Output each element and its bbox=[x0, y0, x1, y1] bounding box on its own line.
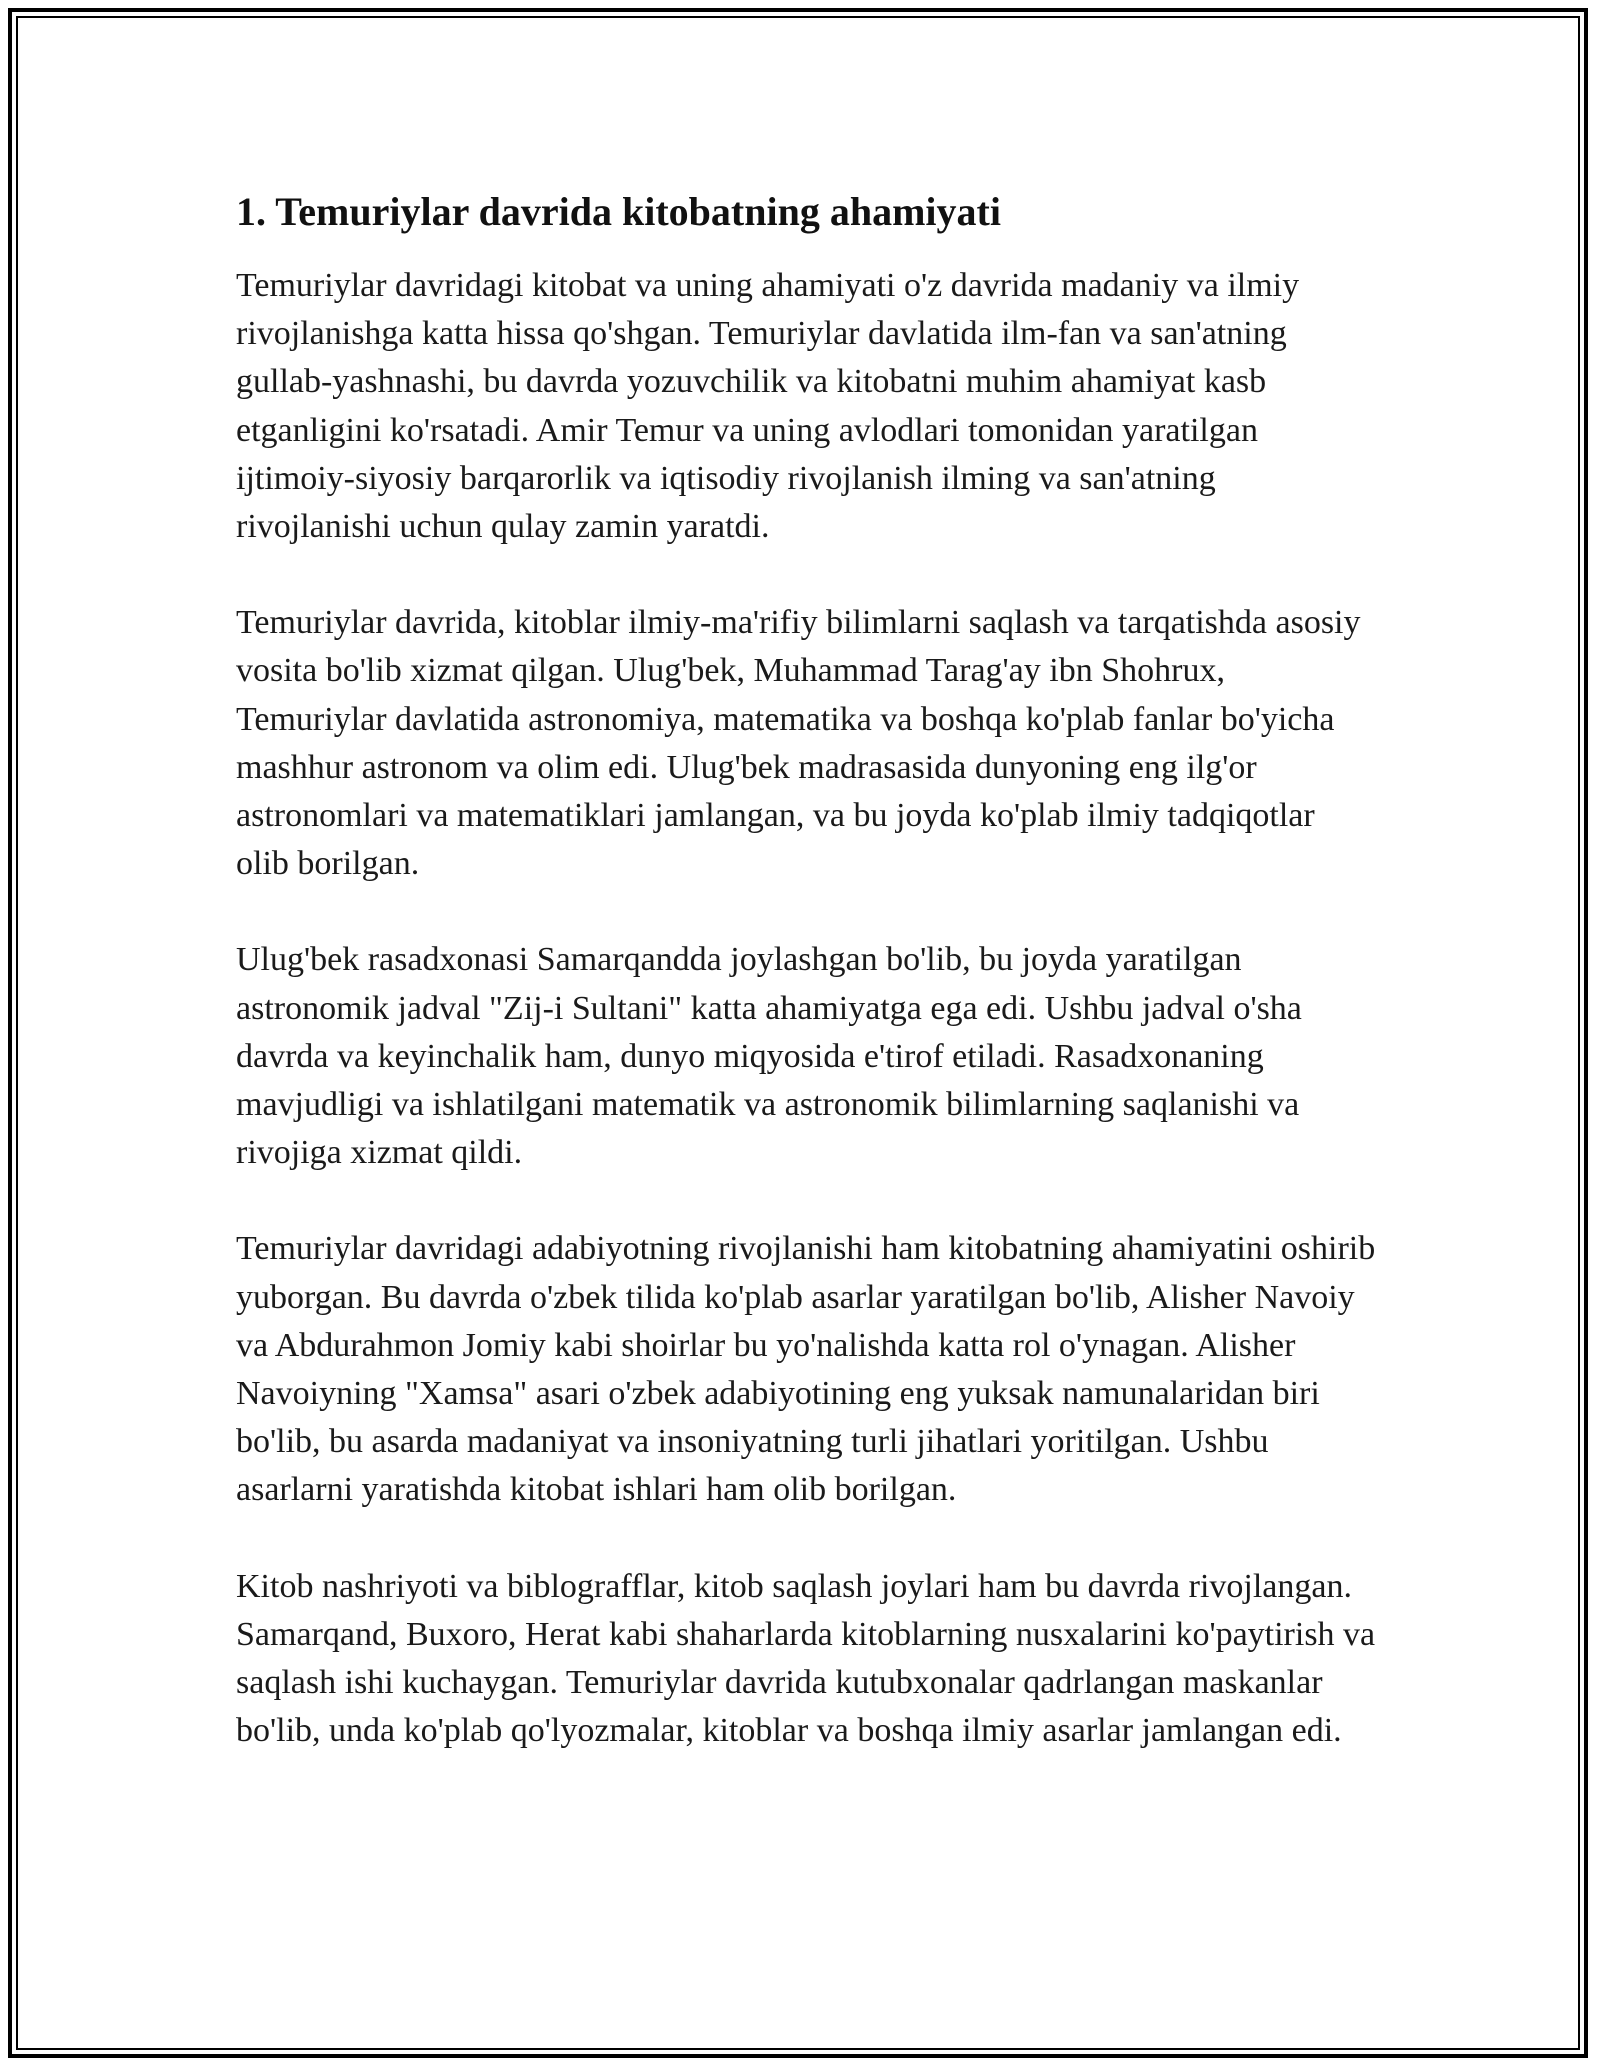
paragraph-4: Temuriylar davridagi adabiyotning rivojlanishi ham kitobatning ahamiyatini oshirib yuborgan. Bu davrda o'zbek tilida ko'plab asarlar yaratilgan bo'lib, Alisher Navoiy va Abdurahmon Jomiy kabi shoirlar bu yo'nalishda katta rol o'ynagan. Alisher Navoiyning "Xamsa" asari o'zbek adabiyotining eng yuksak namunalaridan biri bo'lib, bu asarda madaniyat va insoniyatning turli jihatlari yoritilgan. Ushbu asarlarni yaratishda kitobat ishlari ham olib borilgan. bbox=[236, 1230, 1376, 1509]
paragraph-2: Temuriylar davrida, kitoblar ilmiy-ma'rifiy bilimlarni saqlash va tarqatishda asosiy vosita bo'lib xizmat qilgan. Ulug'bek, Muhammad Tarag'ay ibn Shohrux, Temuriylar davlatida astronomiya, matematika va boshqa ko'plab fanlar bo'yicha mashhur astronom va olim edi. Ulug'bek madrasasida dunyoning eng ilg'or astronomlari va matematiklari jamlangan, va bu joyda ko'plab ilmiy tadqiqotlar olib borilgan. bbox=[236, 604, 1361, 883]
document-body bbox=[236, 188, 1376, 1755]
paragraph-5: Kitob nashriyoti va biblografflar, kitob saqlash joylari ham bu davrda rivojlangan. Samarqand, Buxoro, Herat kabi shaharlarda kitoblarning nusxalarini ko'paytirish va saqlash ishi kuchaygan. Temuriylar davrida kutubxonalar qadrlangan maskanlar bo'lib, unda ko'plab qo'lyozmalar, kitoblar va boshqa ilmiy asarlar jamlangan edi. bbox=[236, 1567, 1376, 1750]
paragraph-3: Ulug'bek rasadxonasi Samarqandda joylashgan bo'lib, bu joyda yaratilgan astronomik jadval "Zij-i Sultani" katta ahamiyatga ega edi. Ushbu jadval o'sha davrda va keyinchalik ham, dunyo miqyosida e'tirof etiladi. Rasadxonaning mavjudligi va ishlatilgani matematik va astronomik bilimlarning saqlanishi va rivojiga xizmat qildi. bbox=[236, 941, 1302, 1172]
page-title: 1. Temuriylar davrida kitobatning ahamiyati bbox=[236, 189, 1001, 234]
paragraph-1: Temuriylar davridagi kitobat va uning ahamiyati o'z davrida madaniy va ilmiy rivojlanishga katta hissa qo'shgan. Temuriylar davlatida ilm-fan va san'atning gullab-yashnashi, bu davrda yozuvchilik va kitobatni muhim ahamiyat kasb etganligini ko'rsatadi. Amir Temur va uning avlodlari tomonidan yaratilgan ijtimoiy-siyosiy barqarorlik va iqtisodiy rivojlanish ilming va san'atning rivojlanishi uchun qulay zamin yaratdi. bbox=[236, 267, 1300, 546]
